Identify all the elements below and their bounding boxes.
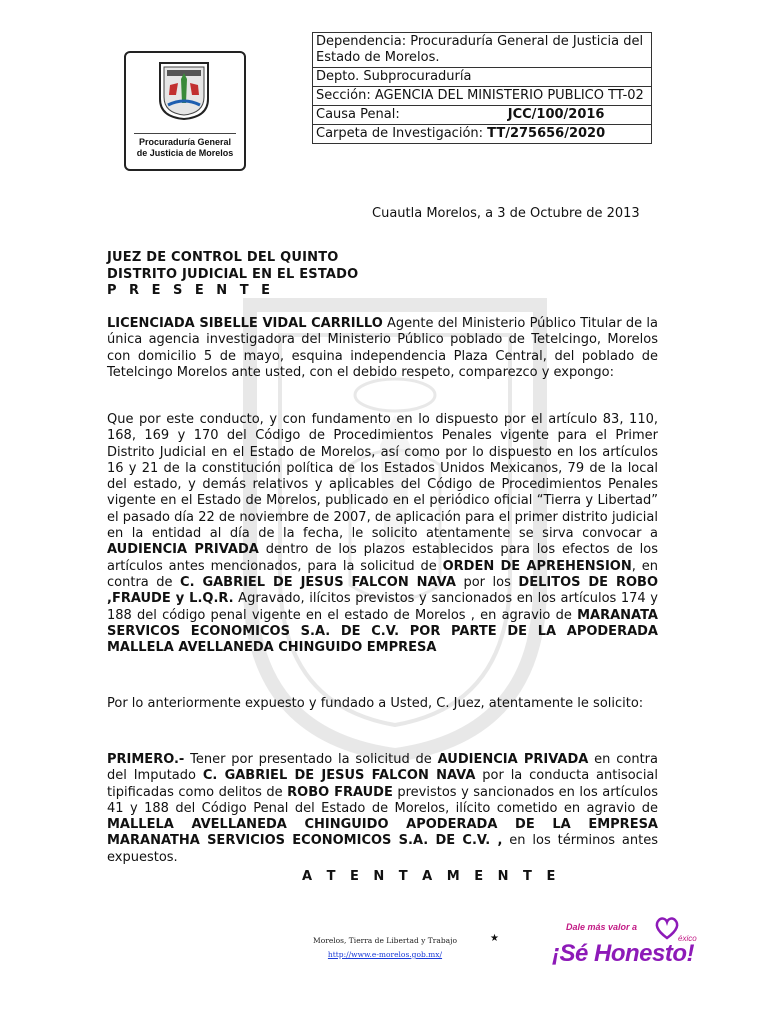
paragraph-primero (107, 752, 658, 866)
campaign-mexico: éxico (678, 934, 697, 943)
para4-text-4: previstos y sancionados en los artículos 41 y 188 del Código Penal del Estado de Morelos, ilícito cometido en agravio de (107, 784, 658, 816)
para2-bold-4: DELITOS DE ROBO ,FRAUDE y L.Q.R. (107, 574, 659, 607)
campaign-slogan: ¡Sé Honesto! (552, 940, 695, 967)
paragraph-conclusion: Por lo anteriormente expuesto y fundado a Usted, C. Juez, atentamente le solicito: (107, 696, 644, 711)
para4-bold-1: PRIMERO.- (107, 752, 185, 767)
case-info-table (312, 32, 652, 144)
addressee-presente: P R E S E N T E (107, 283, 274, 298)
state-crest-icon (158, 61, 210, 121)
row-dependencia (313, 33, 652, 68)
para2-text-4: por los (455, 574, 519, 590)
date-line: Cuautla Morelos, a 3 de Octubre de 2013 (372, 206, 640, 221)
row-depto (313, 68, 652, 87)
carpeta-cell (313, 125, 652, 144)
campaign-tagline: Dale más valor a (566, 922, 638, 932)
logo-divider (134, 133, 236, 134)
addressee-line-1: JUEZ DE CONTROL DEL QUINTO (107, 250, 339, 265)
row-seccion (313, 87, 652, 106)
para4-text-3: por la conducta antisocial tipificadas como delitos de (107, 768, 659, 800)
row-carpeta (313, 125, 652, 144)
para2-text-2: dentro de los plazos establecidos para los efectos de los artículos antes mencionados, para la solicitud de (107, 542, 658, 574)
dependencia-cell: Dependencia: Procuraduría General de Justicia del Estado de Morelos. (313, 33, 652, 68)
footer-url-link[interactable]: http://www.e-morelos.gob.mx/ (327, 950, 443, 959)
para4-bold-5: MALLELA AVELLANEDA CHINGUIDO APODERADA DE LA EMPRESA MARANATHA SERVICIOS ECONOMICOS S.A. DE C.V. , (107, 817, 658, 849)
footer-motto: Morelos, Tierra de Libertad y Trabajo (313, 936, 457, 945)
addressee-line-2: DISTRITO JUDICIAL EN EL ESTADO (107, 266, 359, 282)
seccion-cell: Sección: AGENCIA DEL MINISTERIO PUBLICO TT-02 (313, 87, 652, 106)
para4-bold-2: AUDIENCIA PRIVADA (437, 752, 589, 767)
causa-cell (313, 106, 652, 125)
addressee-block (107, 250, 358, 300)
pgj-logo (124, 51, 246, 171)
star-icon: ★ (490, 933, 499, 944)
para2-text-3: , en contra de (107, 558, 658, 590)
logo-line-1: Procuraduría General (138, 137, 232, 147)
paragraph-request (107, 412, 658, 656)
para4-text-1: Tener por presentado la solicitud de (184, 752, 438, 767)
row-causa (313, 106, 652, 125)
carpeta-value: TT/275656/2020 (487, 126, 606, 141)
para4-text-2: en contra del Imputado (107, 752, 658, 784)
para2-bold-5: MARANATA SERVICOS ECONOMICOS S.A. DE C.V. POR PARTE DE LA APODERADA MALLELA AVELLANEDA CHINGUIDO EMPRESA (107, 607, 658, 656)
para2-bold-1: AUDIENCIA PRIVADA (107, 542, 259, 558)
para2-text-5: Agravado, ilícitos previstos y sancionados en los artículos 174 y 188 del código penal vigente en el estado de Morelos , en agravio de (107, 591, 658, 623)
causa-label: Causa Penal: (316, 107, 400, 122)
logo-line-2: de Justicia de Morelos (136, 148, 234, 158)
logo-name (126, 137, 244, 159)
para2-bold-2: ORDEN DE APREHENSION (442, 558, 632, 574)
paragraph-introduction (107, 316, 658, 381)
heart-icon (654, 916, 680, 940)
agent-name: LICENCIADA SIBELLE VIDAL CARRILLO (107, 316, 383, 331)
carpeta-label: Carpeta de Investigación: (316, 126, 484, 141)
closing-atentamente: A T E N T A M E N T E (302, 869, 561, 884)
para4-bold-4: ROBO FRAUDE (287, 784, 393, 800)
para1-text: Agente del Ministerio Público Titular de la única agencia investigadora del Ministerio Público poblado de Tetelcingo, Morelos con domicilio 5 de mayo, esquina independencia Plaza Central, del poblado de Tetelcingo Morelos ante usted, con el debido respeto, comparezco y expongo: (107, 316, 659, 380)
para4-text-5: en los términos antes expuestos. (107, 833, 658, 865)
para2-text-1: Que por este conducto, y con fundamento en lo dispuesto por el artículo 83, 110, 168, 169 y 170 del Código de Procedimientos Penales vigente para el Primer Distrito Judicial en el Estado de Morelos, así como por lo dispuesto en los artículos 16 y 21 de la constitución política de los Estados Unidos Mexicanos, 79 de la local del estado, y demás relativos y aplicables del Código de Procedimientos Penales vigente en el Estado de Morelos, publicado en el periódico oficial “Tierra y Libertad” el pasado día 22 de noviembre de 2007, de aplicación para el primer distrito judicial en la entidad al día de la fecha, le solicito atentamente se sirva convocar a (107, 412, 658, 542)
para2-bold-3: C. GABRIEL DE JESUS FALCON NAVA (180, 574, 456, 590)
depto-cell: Depto. Subprocuraduría (313, 68, 652, 87)
para4-bold-3: C. GABRIEL DE JESUS FALCON NAVA (202, 768, 476, 784)
campaign-logo (548, 916, 708, 982)
causa-value: JCC/100/2016 (507, 107, 605, 122)
